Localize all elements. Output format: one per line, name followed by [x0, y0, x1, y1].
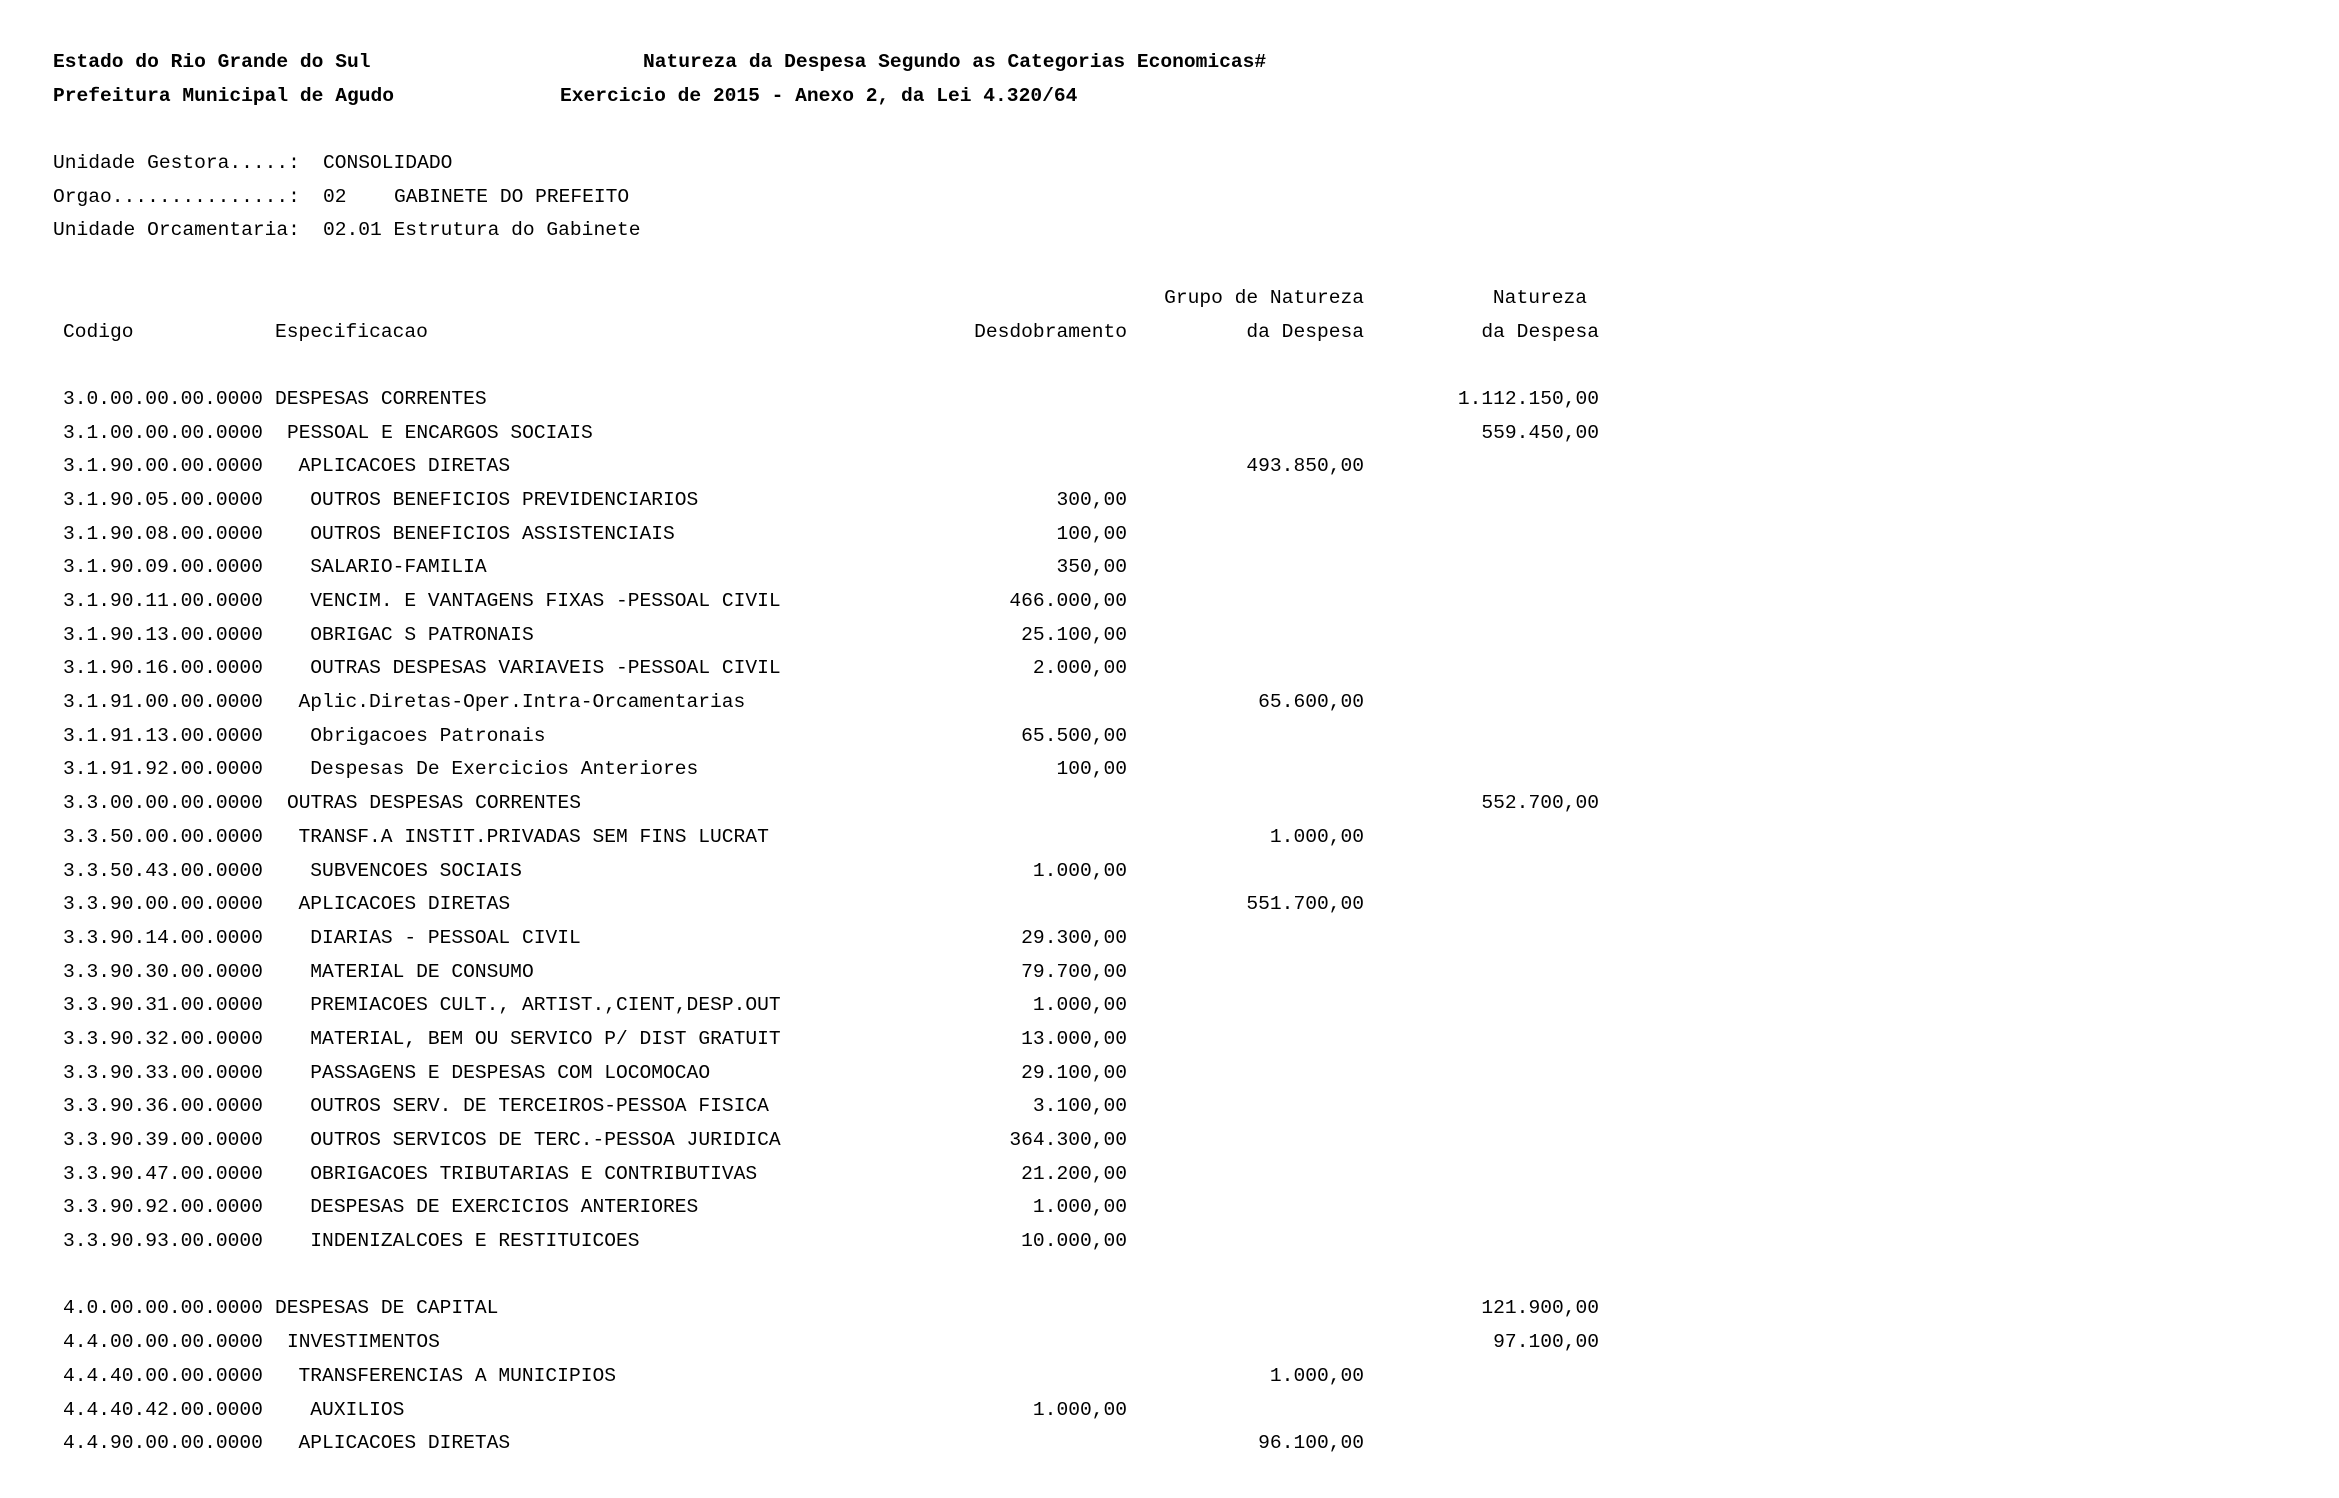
- row-desc: DESPESAS DE EXERCICIOS ANTERIORES: [310, 1196, 699, 1219]
- desdobramento-value: 21.200,00: [1021, 1162, 1127, 1185]
- row-code: 3.1.91.92.00.0000: [63, 758, 263, 781]
- col-header-especificacao: Especificacao: [275, 320, 428, 343]
- row-desc: OBRIGAC S PATRONAIS: [310, 623, 534, 646]
- natureza-value: 121.900,00: [1481, 1297, 1599, 1320]
- desdobramento-value: 29.100,00: [1021, 1061, 1127, 1084]
- desdobramento-value: 79.700,00: [1021, 960, 1127, 983]
- desdobramento-value: 29.300,00: [1021, 926, 1127, 949]
- table-row: [0, 787, 2339, 821]
- table-row: [0, 585, 2339, 619]
- table-row: [0, 1158, 2339, 1192]
- row-desc: PASSAGENS E DESPESAS COM LOCOMOCAO: [310, 1061, 711, 1084]
- state-name: Estado do Rio Grande do Sul: [53, 51, 371, 73]
- table-row: [0, 753, 2339, 787]
- row-desc: SUBVENCOES SOCIAIS: [310, 859, 522, 882]
- desdobramento-value: 3.100,00: [1032, 1095, 1127, 1118]
- table-row: [0, 1326, 2339, 1360]
- row-desc: MATERIAL, BEM OU SERVICO P/ DIST GRATUIT: [310, 1027, 781, 1050]
- table-row: [0, 821, 2339, 855]
- report-header-line-2: [0, 80, 2339, 114]
- table-row: [0, 383, 2339, 417]
- row-code: 3.1.90.16.00.0000: [63, 657, 263, 680]
- row-code: 3.3.90.47.00.0000: [63, 1162, 263, 1185]
- row-code: 3.3.90.14.00.0000: [63, 926, 263, 949]
- row-desc: DESPESAS CORRENTES: [275, 387, 487, 410]
- col-header-natureza: Natureza: [1492, 286, 1587, 309]
- table-row: [0, 1292, 2339, 1326]
- row-code: 3.1.90.00.00.0000: [63, 455, 263, 478]
- row-desc: MATERIAL DE CONSUMO: [310, 960, 534, 983]
- row-code: 3.3.90.93.00.0000: [63, 1230, 263, 1253]
- unidade-gestora-value: CONSOLIDADO: [323, 152, 453, 175]
- row-code: 3.3.90.39.00.0000: [63, 1129, 263, 1151]
- desdobramento-value: 2.000,00: [1032, 657, 1127, 680]
- blank-line: [0, 349, 2339, 383]
- col-header-codigo: Codigo: [63, 320, 134, 343]
- row-code: 3.1.90.09.00.0000: [63, 556, 263, 579]
- row-desc: OUTROS SERV. DE TERCEIROS-PESSOA FISICA: [310, 1095, 769, 1118]
- col-header-grupo: Grupo de Natureza: [1164, 286, 1364, 309]
- row-desc: OBRIGACOES TRIBUTARIAS E CONTRIBUTIVAS: [310, 1162, 758, 1185]
- grupo-value: 1.000,00: [1269, 825, 1364, 848]
- row-code: 3.3.90.31.00.0000: [63, 994, 263, 1017]
- row-code: 3.3.90.30.00.0000: [63, 960, 263, 983]
- table-row: [0, 686, 2339, 720]
- table-row: [0, 1124, 2339, 1158]
- blank-line: [0, 248, 2339, 282]
- row-desc: PESSOAL E ENCARGOS SOCIAIS: [287, 421, 593, 444]
- natureza-value: 559.450,00: [1481, 421, 1599, 444]
- row-code: 3.1.90.13.00.0000: [63, 623, 263, 646]
- row-desc: OUTROS SERVICOS DE TERC.-PESSOA JURIDICA: [310, 1129, 781, 1151]
- row-desc: DESPESAS DE CAPITAL: [275, 1297, 499, 1320]
- report-title: Natureza da Despesa Segundo as Categorias Economicas#: [643, 51, 1267, 73]
- table-row: [0, 551, 2339, 585]
- row-code: 3.3.50.43.00.0000: [63, 859, 263, 882]
- desdobramento-value: 364.300,00: [1009, 1129, 1127, 1151]
- grupo-value: 1.000,00: [1269, 1364, 1364, 1387]
- natureza-value: 1.112.150,00: [1457, 387, 1599, 410]
- row-code: 4.4.90.00.00.0000: [63, 1432, 263, 1455]
- table-row: [0, 956, 2339, 990]
- table-row: [0, 1360, 2339, 1394]
- column-header-line-2: [0, 316, 2339, 350]
- desdobramento-value: 100,00: [1056, 522, 1127, 545]
- desdobramento-value: 1.000,00: [1032, 1398, 1127, 1421]
- row-code: 4.4.40.00.00.0000: [63, 1364, 263, 1387]
- row-desc: SALARIO-FAMILIA: [310, 556, 487, 579]
- table-row: [0, 619, 2339, 653]
- section-spacer: [0, 1259, 2339, 1293]
- table-row: [0, 922, 2339, 956]
- row-code: 3.1.90.05.00.0000: [63, 488, 263, 511]
- desdobramento-value: 350,00: [1056, 556, 1127, 579]
- row-desc: APLICACOES DIRETAS: [298, 1432, 511, 1455]
- row-desc: Despesas De Exercicios Anteriores: [310, 758, 699, 781]
- row-desc: VENCIM. E VANTAGENS FIXAS -PESSOAL CIVIL: [310, 590, 781, 612]
- table-row: [0, 720, 2339, 754]
- row-desc: INVESTIMENTOS: [287, 1331, 440, 1354]
- municipality-name: Prefeitura Municipal de Agudo: [53, 84, 394, 107]
- desdobramento-value: 466.000,00: [1009, 590, 1127, 612]
- column-header-line-1: [0, 282, 2339, 316]
- orgao-label: Orgao...............:: [53, 185, 300, 208]
- table-row: [0, 888, 2339, 922]
- table-row: [0, 484, 2339, 518]
- unidade-orcamentaria-value: 02.01 Estrutura do Gabinete: [323, 219, 641, 242]
- row-code: 3.1.90.11.00.0000: [63, 590, 263, 612]
- table-row: [0, 989, 2339, 1023]
- desdobramento-value: 10.000,00: [1021, 1230, 1127, 1253]
- desdobramento-value: 13.000,00: [1021, 1027, 1127, 1050]
- desdobramento-value: 25.100,00: [1021, 623, 1127, 646]
- row-code: 3.3.90.33.00.0000: [63, 1061, 263, 1084]
- unidade-gestora-line: [0, 147, 2339, 181]
- row-desc: APLICACOES DIRETAS: [298, 455, 511, 478]
- table-row: [0, 652, 2339, 686]
- row-desc: OUTROS BENEFICIOS ASSISTENCIAIS: [310, 522, 675, 545]
- row-code: 3.3.00.00.00.0000: [63, 792, 263, 815]
- row-desc: OUTRAS DESPESAS CORRENTES: [287, 792, 581, 815]
- row-desc: Obrigacoes Patronais: [310, 724, 546, 747]
- row-code: 3.3.90.36.00.0000: [63, 1095, 263, 1118]
- table-body: [0, 383, 2339, 1461]
- row-code: 3.1.00.00.00.0000: [63, 421, 263, 444]
- col-header-desdobramento: Desdobramento: [974, 320, 1127, 343]
- row-desc: TRANSFERENCIAS A MUNICIPIOS: [298, 1364, 616, 1387]
- row-code: 3.1.91.13.00.0000: [63, 724, 263, 747]
- desdobramento-value: 1.000,00: [1032, 994, 1127, 1017]
- unidade-gestora-label: Unidade Gestora.....:: [53, 152, 300, 175]
- desdobramento-value: 100,00: [1056, 758, 1127, 781]
- unidade-orcamentaria-label: Unidade Orcamentaria:: [53, 219, 300, 242]
- natureza-value: 552.700,00: [1481, 792, 1599, 815]
- col-header-natureza-sub: da Despesa: [1481, 320, 1599, 343]
- grupo-value: 65.600,00: [1258, 691, 1364, 714]
- natureza-value: 97.100,00: [1493, 1331, 1599, 1354]
- row-desc: TRANSF.A INSTIT.PRIVADAS SEM FINS LUCRAT: [298, 825, 769, 848]
- grupo-value: 493.850,00: [1246, 455, 1364, 478]
- table-row: [0, 1057, 2339, 1091]
- desdobramento-value: 1.000,00: [1032, 859, 1127, 882]
- orgao-name: GABINETE DO PREFEITO: [394, 185, 630, 208]
- table-row: [0, 1225, 2339, 1259]
- blank-line: [0, 113, 2339, 147]
- row-desc: INDENIZALCOES E RESTITUICOES: [310, 1230, 640, 1253]
- grupo-value: 96.100,00: [1258, 1432, 1364, 1455]
- row-code: 4.0.00.00.00.0000: [63, 1297, 263, 1320]
- row-code: 3.1.90.08.00.0000: [63, 522, 263, 545]
- table-row: [0, 518, 2339, 552]
- row-code: 4.4.00.00.00.0000: [63, 1331, 263, 1354]
- desdobramento-value: 65.500,00: [1021, 724, 1127, 747]
- unidade-orcamentaria-line: [0, 214, 2339, 248]
- desdobramento-value: 1.000,00: [1032, 1196, 1127, 1219]
- orgao-code: 02: [323, 185, 347, 208]
- row-desc: OUTRAS DESPESAS VARIAVEIS -PESSOAL CIVIL: [310, 657, 781, 680]
- table-row: [0, 1427, 2339, 1461]
- row-code: 3.1.91.00.00.0000: [63, 691, 263, 714]
- row-code: 3.0.00.00.00.0000: [63, 387, 263, 410]
- row-desc: APLICACOES DIRETAS: [298, 893, 511, 916]
- table-row: [0, 1191, 2339, 1225]
- row-desc: OUTROS BENEFICIOS PREVIDENCIARIOS: [310, 488, 699, 511]
- row-desc: DIARIAS - PESSOAL CIVIL: [310, 926, 581, 949]
- table-row: [0, 450, 2339, 484]
- row-desc: AUXILIOS: [310, 1398, 405, 1421]
- table-row: [0, 1023, 2339, 1057]
- row-code: 3.3.90.00.00.0000: [63, 893, 263, 916]
- table-row: [0, 855, 2339, 889]
- table-row: [0, 1090, 2339, 1124]
- report-header-line-1: [0, 46, 2339, 80]
- table-row: [0, 1394, 2339, 1428]
- row-code: 3.3.90.32.00.0000: [63, 1027, 263, 1050]
- grupo-value: 551.700,00: [1246, 893, 1364, 916]
- row-desc: Aplic.Diretas-Oper.Intra-Orcamentarias: [298, 691, 746, 714]
- desdobramento-value: 300,00: [1056, 488, 1127, 511]
- row-code: 4.4.40.42.00.0000: [63, 1398, 263, 1421]
- row-code: 3.3.90.92.00.0000: [63, 1196, 263, 1219]
- row-desc: PREMIACOES CULT., ARTIST.,CIENT,DESP.OUT: [310, 994, 781, 1017]
- row-code: 3.3.50.00.00.0000: [63, 825, 263, 848]
- report-subtitle: Exercicio de 2015 - Anexo 2, da Lei 4.320/64: [560, 84, 1078, 107]
- orgao-line: [0, 181, 2339, 215]
- table-row: [0, 417, 2339, 451]
- col-header-grupo-sub: da Despesa: [1246, 320, 1364, 343]
